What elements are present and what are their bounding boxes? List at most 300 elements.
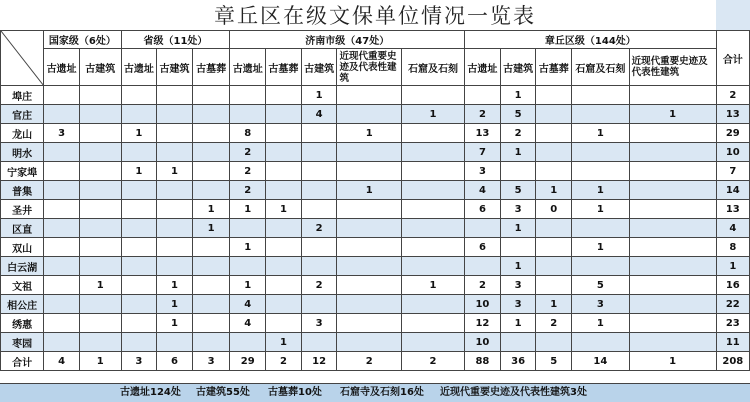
table-cell: 1 [337,181,401,200]
table-cell [121,219,157,238]
table-cell [192,238,230,257]
table-cell [301,333,337,352]
row-total: 1 [716,257,749,276]
footer-summary [0,383,750,402]
table-cell: 1 [230,200,266,219]
row-town-name: 合计 [1,352,44,371]
table-cell [301,162,337,181]
table-cell [121,276,157,295]
table-cell [266,314,302,333]
row-town-name: 宁家埠 [1,162,44,181]
table-cell [572,333,630,352]
table-cell [157,105,193,124]
table-cell [192,143,230,162]
subcolumn-header: 古遗址 [465,49,501,86]
table-cell [337,219,401,238]
group-header-row [1,31,750,49]
heritage-table [0,30,750,371]
row-town-name: 枣园 [1,333,44,352]
table-cell [536,143,572,162]
table-cell: 1 [500,219,536,238]
table-cell [79,295,121,314]
table-cell: 2 [230,162,266,181]
table-cell [79,219,121,238]
table-cell [44,86,80,105]
table-cell [192,181,230,200]
table-cell [79,124,121,143]
group-provincial: 省级（11处） [121,31,230,49]
table-cell: 10 [465,295,501,314]
row-total: 23 [716,314,749,333]
table-cell [79,333,121,352]
table-row [1,124,750,143]
table-cell [79,238,121,257]
table-cell: 3 [301,314,337,333]
table-cell [301,200,337,219]
table-cell: 1 [79,352,121,371]
table-cell [79,314,121,333]
table-cell [572,105,630,124]
table-cell [629,257,716,276]
table-cell: 3 [572,295,630,314]
table-cell [500,162,536,181]
row-total: 4 [716,219,749,238]
table-cell [500,333,536,352]
table-cell [337,143,401,162]
table-row [1,86,750,105]
subcolumn-header: 古墓葬 [192,49,230,86]
subcolumn-header: 古墓葬 [536,49,572,86]
table-row [1,257,750,276]
table-cell [401,257,464,276]
row-total: 13 [716,200,749,219]
table-cell: 1 [629,352,716,371]
table-cell [629,86,716,105]
table-cell [629,181,716,200]
table-cell: 1 [266,333,302,352]
table-cell [465,219,501,238]
table-cell: 36 [500,352,536,371]
table-cell: 88 [465,352,501,371]
table-cell [79,200,121,219]
table-cell: 2 [230,143,266,162]
table-cell [337,333,401,352]
row-total: 29 [716,124,749,143]
table-cell [79,181,121,200]
table-cell: 1 [121,124,157,143]
subcolumn-header: 石窟及石刻 [401,49,464,86]
row-total: 8 [716,238,749,257]
table-cell [266,295,302,314]
table-cell [121,295,157,314]
table-cell [572,86,630,105]
table-cell: 2 [536,314,572,333]
table-cell: 4 [230,314,266,333]
row-town-name: 文祖 [1,276,44,295]
table-cell [629,238,716,257]
table-row [1,238,750,257]
table-cell [629,143,716,162]
table-cell: 29 [230,352,266,371]
subcolumn-header: 近现代重要史迹及代表性建筑 [629,49,716,86]
table-row [1,105,750,124]
table-cell: 12 [465,314,501,333]
table-cell: 5 [572,276,630,295]
row-total: 11 [716,333,749,352]
row-total: 14 [716,181,749,200]
table-cell [266,238,302,257]
table-cell [79,162,121,181]
table-cell: 5 [500,105,536,124]
table-cell [44,276,80,295]
subcolumn-header: 古建筑 [301,49,337,86]
table-cell: 3 [500,200,536,219]
table-cell: 1 [500,143,536,162]
table-cell [157,143,193,162]
table-row [1,143,750,162]
table-cell: 0 [536,200,572,219]
table-cell [465,86,501,105]
table-cell [337,200,401,219]
table-cell [44,333,80,352]
subcolumn-header: 石窟及石刻 [572,49,630,86]
table-cell: 6 [465,200,501,219]
table-cell [337,238,401,257]
table-cell [629,219,716,238]
table-cell [465,257,501,276]
table-cell [266,219,302,238]
table-cell: 1 [157,162,193,181]
subcolumn-header: 古遗址 [230,49,266,86]
table-cell [401,314,464,333]
table-cell [401,295,464,314]
table-cell: 10 [465,333,501,352]
table-cell [337,295,401,314]
row-town-name: 白云湖 [1,257,44,276]
table-cell [572,219,630,238]
table-cell [500,238,536,257]
table-cell: 1 [230,276,266,295]
table-cell: 1 [572,124,630,143]
table-cell: 3 [500,276,536,295]
table-cell [629,162,716,181]
table-cell [230,105,266,124]
table-cell: 1 [536,295,572,314]
corner-diagonal-cell [1,31,44,86]
table-cell: 3 [44,124,80,143]
table-cell [536,276,572,295]
row-town-name: 相公庄 [1,295,44,314]
table-cell [192,86,230,105]
table-cell [192,124,230,143]
table-cell: 1 [401,276,464,295]
table-cell: 14 [572,352,630,371]
table-cell [192,333,230,352]
table-cell: 4 [44,352,80,371]
table-cell [337,105,401,124]
table-cell [121,333,157,352]
table-cell: 3 [465,162,501,181]
table-cell: 1 [157,276,193,295]
group-city: 济南市级（47处） [230,31,465,49]
table-cell [230,257,266,276]
table-cell [629,124,716,143]
table-row [1,276,750,295]
table-cell [121,181,157,200]
table-cell [79,143,121,162]
subcolumn-header: 古遗址 [44,49,80,86]
subcolumn-header-row [1,49,750,86]
table-cell [157,238,193,257]
table-cell: 1 [500,86,536,105]
table-cell [337,86,401,105]
table-cell: 3 [192,352,230,371]
table-cell [536,333,572,352]
table-row [1,314,750,333]
table-cell [572,143,630,162]
row-total: 2 [716,86,749,105]
table-cell: 2 [266,352,302,371]
subcolumn-header: 古建筑 [79,49,121,86]
table-cell [266,86,302,105]
table-cell: 1 [79,276,121,295]
group-district: 章丘区级（144处） [465,31,717,49]
table-cell [629,333,716,352]
table-cell [157,219,193,238]
subcolumn-header: 近现代重要史迹及代表性建筑 [337,49,401,86]
row-town-name: 圣井 [1,200,44,219]
table-cell [121,143,157,162]
table-cell [44,143,80,162]
table-row [1,352,750,371]
row-town-name: 埠庄 [1,86,44,105]
table-cell: 2 [230,181,266,200]
table-cell: 1 [266,200,302,219]
table-cell [157,124,193,143]
subcolumn-header: 古墓葬 [266,49,302,86]
table-cell [536,257,572,276]
table-cell [629,276,716,295]
table-cell: 3 [500,295,536,314]
table-cell [337,257,401,276]
table-cell [401,162,464,181]
table-cell: 2 [337,352,401,371]
row-total: 10 [716,143,749,162]
table-cell [192,162,230,181]
row-total: 7 [716,162,749,181]
table-cell [230,333,266,352]
table-cell [266,276,302,295]
table-cell [192,257,230,276]
table-cell [337,314,401,333]
row-total: 13 [716,105,749,124]
table-cell [337,162,401,181]
table-cell [230,219,266,238]
table-cell [572,162,630,181]
table-cell: 1 [572,200,630,219]
table-cell [401,333,464,352]
subcolumn-header: 古建筑 [500,49,536,86]
table-cell: 6 [465,238,501,257]
table-cell [192,105,230,124]
table-cell [301,238,337,257]
footer-item: 近现代重要史迹及代表性建筑3处 [440,387,587,398]
table-cell [266,257,302,276]
page-title: 章丘区在级文保单位情况一览表 [214,4,536,28]
table-cell [121,314,157,333]
table-cell [157,181,193,200]
table-cell [192,314,230,333]
row-total: 16 [716,276,749,295]
table-cell [230,86,266,105]
table-cell: 1 [536,181,572,200]
table-cell [121,257,157,276]
row-town-name: 普集 [1,181,44,200]
table-cell: 4 [230,295,266,314]
row-town-name: 区直 [1,219,44,238]
row-total: 22 [716,295,749,314]
group-national: 国家级（6处） [44,31,121,49]
table-cell: 13 [465,124,501,143]
table-cell: 4 [301,105,337,124]
table-cell [629,200,716,219]
footer-item: 古遗址124处 [120,387,181,398]
table-cell [44,257,80,276]
table-cell [572,257,630,276]
table-cell [401,143,464,162]
footer-item: 古墓葬10处 [268,387,322,398]
table-row [1,181,750,200]
table-cell [536,162,572,181]
table-cell [301,143,337,162]
table-cell [401,86,464,105]
subcolumn-header: 古遗址 [121,49,157,86]
row-town-name: 官庄 [1,105,44,124]
table-cell [157,200,193,219]
table-cell [157,257,193,276]
row-town-name: 绣惠 [1,314,44,333]
table-cell: 1 [192,219,230,238]
table-cell [44,219,80,238]
table-cell [301,257,337,276]
table-cell [121,238,157,257]
table-cell: 1 [157,295,193,314]
row-town-name: 龙山 [1,124,44,143]
table-cell: 5 [536,352,572,371]
table-cell: 2 [301,276,337,295]
table-cell [401,238,464,257]
footer-item: 石窟寺及石刻16处 [340,387,424,398]
table-cell [121,86,157,105]
table-cell [79,105,121,124]
table-cell: 1 [500,257,536,276]
table-cell [401,124,464,143]
table-cell: 2 [465,276,501,295]
table-cell: 1 [572,238,630,257]
table-row [1,219,750,238]
table-cell: 1 [301,86,337,105]
table-cell [157,333,193,352]
table-cell [266,162,302,181]
table-cell: 1 [230,238,266,257]
table-cell: 4 [465,181,501,200]
footer-item: 古建筑55处 [196,387,250,398]
row-town-name: 双山 [1,238,44,257]
table-cell: 2 [401,352,464,371]
table-cell [44,162,80,181]
table-cell [79,257,121,276]
table-cell: 1 [500,314,536,333]
table-cell [301,295,337,314]
table-cell: 3 [121,352,157,371]
table-cell [536,105,572,124]
table-body [1,86,750,371]
table-cell [192,295,230,314]
table-cell: 2 [500,124,536,143]
table-cell [536,124,572,143]
table-cell [401,219,464,238]
table-cell: 1 [337,124,401,143]
table-cell [629,314,716,333]
table-cell [629,295,716,314]
table-cell: 1 [157,314,193,333]
table-cell [44,314,80,333]
table-cell [266,124,302,143]
table-cell: 7 [465,143,501,162]
table-cell [536,86,572,105]
table-cell [121,105,157,124]
total-header: 合计 [716,31,749,86]
table-cell: 8 [230,124,266,143]
table-cell: 6 [157,352,193,371]
table-cell [301,181,337,200]
table-cell: 1 [401,105,464,124]
table-cell: 1 [572,181,630,200]
table-cell: 1 [629,105,716,124]
table-cell: 1 [121,162,157,181]
table-cell [401,181,464,200]
table-cell: 12 [301,352,337,371]
table-cell [121,200,157,219]
table-cell [44,238,80,257]
table-cell: 5 [500,181,536,200]
table-row [1,200,750,219]
table-cell [266,143,302,162]
table-cell: 2 [301,219,337,238]
table-cell [337,276,401,295]
table-cell [536,238,572,257]
table-cell [266,181,302,200]
table-cell [301,124,337,143]
subcolumn-header: 古建筑 [157,49,193,86]
table-row [1,295,750,314]
table-cell [44,200,80,219]
table-cell [44,181,80,200]
table-cell [157,86,193,105]
table-cell [192,276,230,295]
table-cell [79,86,121,105]
table-cell: 1 [192,200,230,219]
table-cell: 1 [572,314,630,333]
table-cell [536,219,572,238]
table-cell [44,105,80,124]
table-cell: 2 [465,105,501,124]
table-cell [401,200,464,219]
table-cell [44,295,80,314]
table-row [1,162,750,181]
table-row [1,333,750,352]
row-town-name: 明水 [1,143,44,162]
